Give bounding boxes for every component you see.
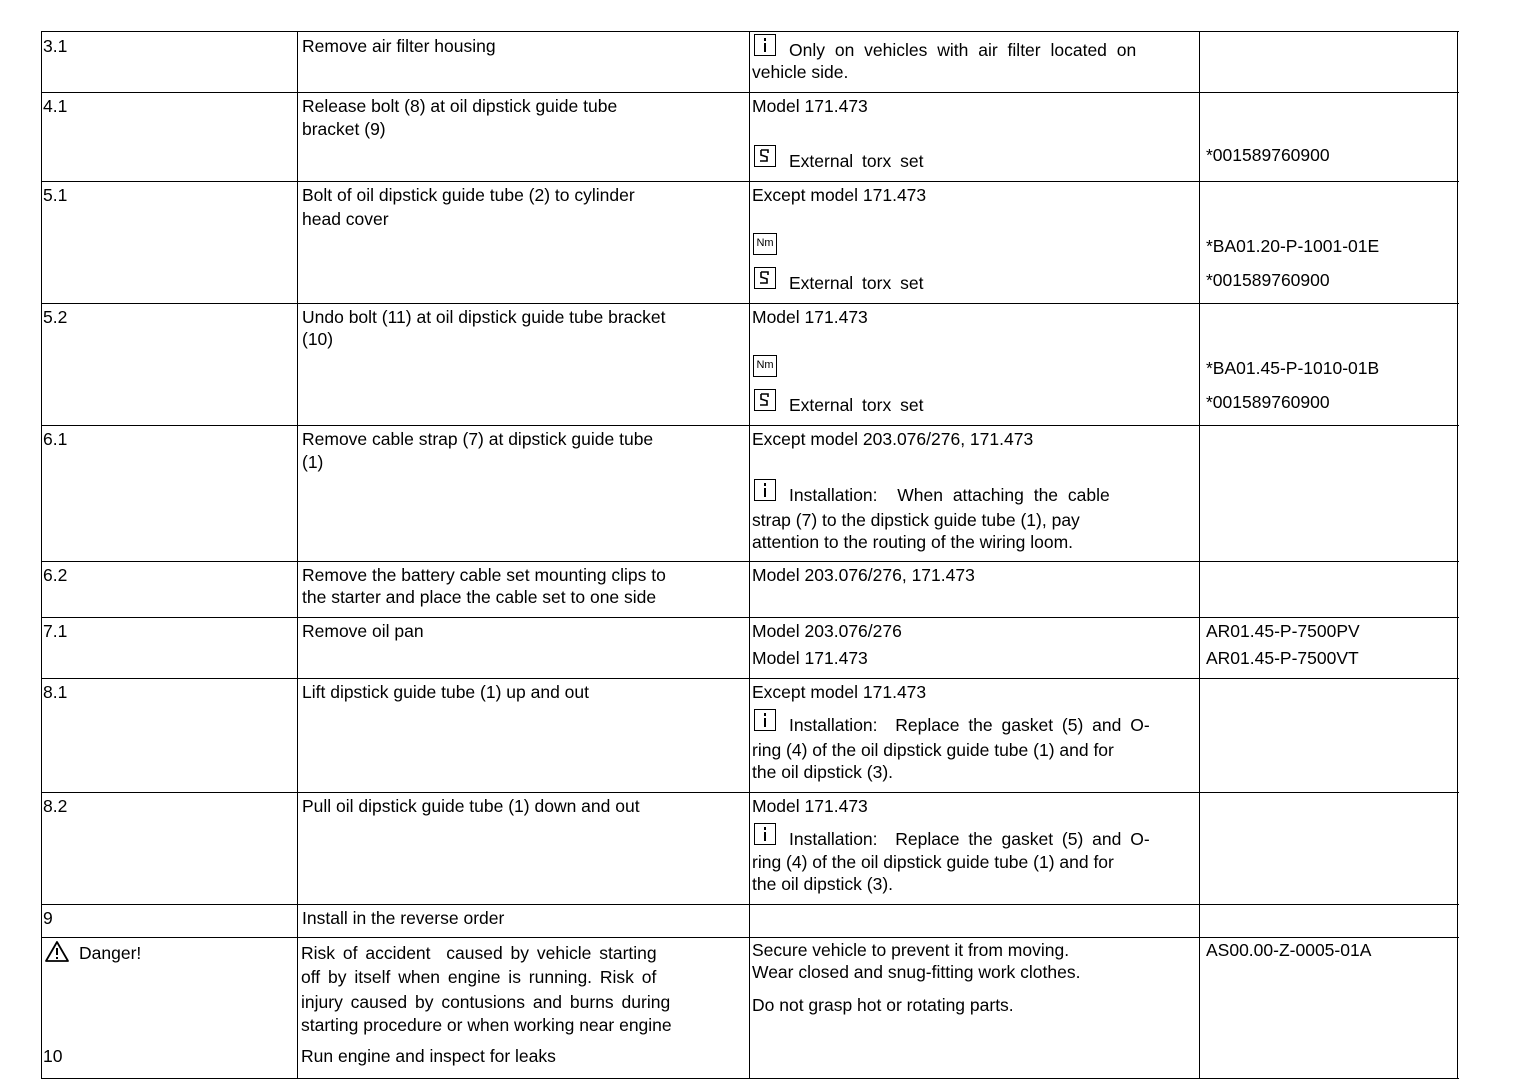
column-divider (41, 31, 42, 1079)
step-number: 9 (43, 908, 53, 928)
model-text: Except model 171.473 (752, 682, 927, 702)
action-text: the starter and place the cable set to one side (302, 587, 657, 607)
risk-line: off by itself when engine is running. Risk of (301, 967, 657, 987)
note-line: attention to the routing of the wiring loom. (752, 532, 1074, 552)
info-icon (754, 709, 776, 731)
column-divider (1457, 31, 1458, 1079)
model-text: Model 171.473 (752, 96, 868, 116)
step-number: 7.1 (43, 621, 68, 641)
table-row (41, 678, 1459, 792)
note-line: Installation: Replace the gasket (5) and O- (789, 715, 1150, 735)
torque-icon: Nm (753, 233, 777, 255)
action-text: Remove the battery cable set mounting clips to (302, 565, 666, 585)
table-row (41, 792, 1459, 904)
model-text: Model 171.473 (752, 648, 868, 668)
note-line: ring (4) of the oil dipstick guide tube (1) and for (752, 740, 1114, 760)
action-text: Install in the reverse order (302, 908, 505, 928)
tool-icon (754, 267, 776, 289)
action-text: (10) (302, 329, 334, 349)
tool-icon (754, 145, 776, 167)
risk-line: Risk of accident caused by vehicle starting (301, 943, 657, 963)
step-number: 4.1 (43, 96, 68, 116)
model-text: Except model 203.076/276, 171.473 (752, 429, 1034, 449)
torque-icon: Nm (753, 355, 777, 377)
action-text: bracket (9) (302, 119, 386, 139)
measure-line: Wear closed and snug-fitting work clothes. (752, 962, 1081, 982)
column-divider (1199, 31, 1200, 1079)
reference-code: AS00.00-Z-0005-01A (1206, 940, 1372, 960)
warning-icon (44, 940, 70, 963)
action-text: Undo bolt (11) at oil dipstick guide tube bracket (302, 307, 666, 327)
table-row (41, 904, 1459, 937)
column-divider (749, 31, 750, 1079)
action-text: (1) (302, 452, 324, 472)
tool-icon (754, 389, 776, 411)
table-row (41, 31, 1459, 92)
info-icon (754, 34, 776, 56)
reference-code: AR01.45-P-7500VT (1206, 648, 1359, 668)
step-number: 10 (43, 1046, 63, 1066)
table-row (41, 92, 1459, 181)
table-row (41, 937, 1459, 1079)
note-line: strap (7) to the dipstick guide tube (1), pay (752, 510, 1080, 530)
note-line: Installation: Replace the gasket (5) and O- (789, 829, 1150, 849)
note-line: Only on vehicles with air filter located on (789, 40, 1137, 60)
column-divider (297, 31, 298, 1079)
reference-code: *001589760900 (1206, 392, 1330, 412)
reference-code: *BA01.20-P-1001-01E (1206, 236, 1380, 256)
danger-label: Danger! (79, 943, 142, 963)
step-number: 5.2 (43, 307, 68, 327)
table-row (41, 561, 1459, 617)
model-text: Model 203.076/276 (752, 621, 902, 641)
info-icon (754, 823, 776, 845)
action-text: Lift dipstick guide tube (1) up and out (302, 682, 589, 702)
step-number: 8.2 (43, 796, 68, 816)
table-row (41, 181, 1459, 303)
step-number: 6.2 (43, 565, 68, 585)
note-line: the oil dipstick (3). (752, 874, 894, 894)
action-text: Remove air filter housing (302, 36, 496, 56)
info-icon (754, 479, 776, 501)
risk-line: starting procedure or when working near engine (301, 1015, 672, 1035)
note-line: vehicle side. (752, 62, 849, 82)
step-number: 8.1 (43, 682, 68, 702)
tool-text: External torx set (789, 395, 924, 415)
note-line: ring (4) of the oil dipstick guide tube (1) and for (752, 852, 1114, 872)
action-text: head cover (302, 209, 389, 229)
model-text: Except model 171.473 (752, 185, 927, 205)
action-text: Remove oil pan (302, 621, 424, 641)
risk-line: injury caused by contusions and burns during (301, 992, 671, 1012)
table-row (41, 617, 1459, 678)
table-row (41, 425, 1459, 561)
note-line: Installation: When attaching the cable (789, 485, 1110, 505)
tool-text: External torx set (789, 151, 924, 171)
action-text: Bolt of oil dipstick guide tube (2) to cylinder (302, 185, 635, 205)
model-text: Model 171.473 (752, 796, 868, 816)
step-number: 5.1 (43, 185, 68, 205)
model-text: Model 203.076/276, 171.473 (752, 565, 975, 585)
model-text: Model 171.473 (752, 307, 868, 327)
reference-code: *001589760900 (1206, 145, 1330, 165)
action-text: Remove cable strap (7) at dipstick guide tube (302, 429, 654, 449)
reference-code: *001589760900 (1206, 270, 1330, 290)
note-line: the oil dipstick (3). (752, 762, 894, 782)
tool-text: External torx set (789, 273, 924, 293)
measure-line: Do not grasp hot or rotating parts. (752, 995, 1014, 1015)
reference-code: AR01.45-P-7500PV (1206, 621, 1360, 641)
action-text: Run engine and inspect for leaks (301, 1046, 556, 1066)
measure-line: Secure vehicle to prevent it from moving. (752, 940, 1070, 960)
step-number: 3.1 (43, 36, 68, 56)
action-text: Release bolt (8) at oil dipstick guide tube (302, 96, 618, 116)
action-text: Pull oil dipstick guide tube (1) down and out (302, 796, 640, 816)
table-row (41, 303, 1459, 425)
step-number: 6.1 (43, 429, 68, 449)
reference-code: *BA01.45-P-1010-01B (1206, 358, 1380, 378)
